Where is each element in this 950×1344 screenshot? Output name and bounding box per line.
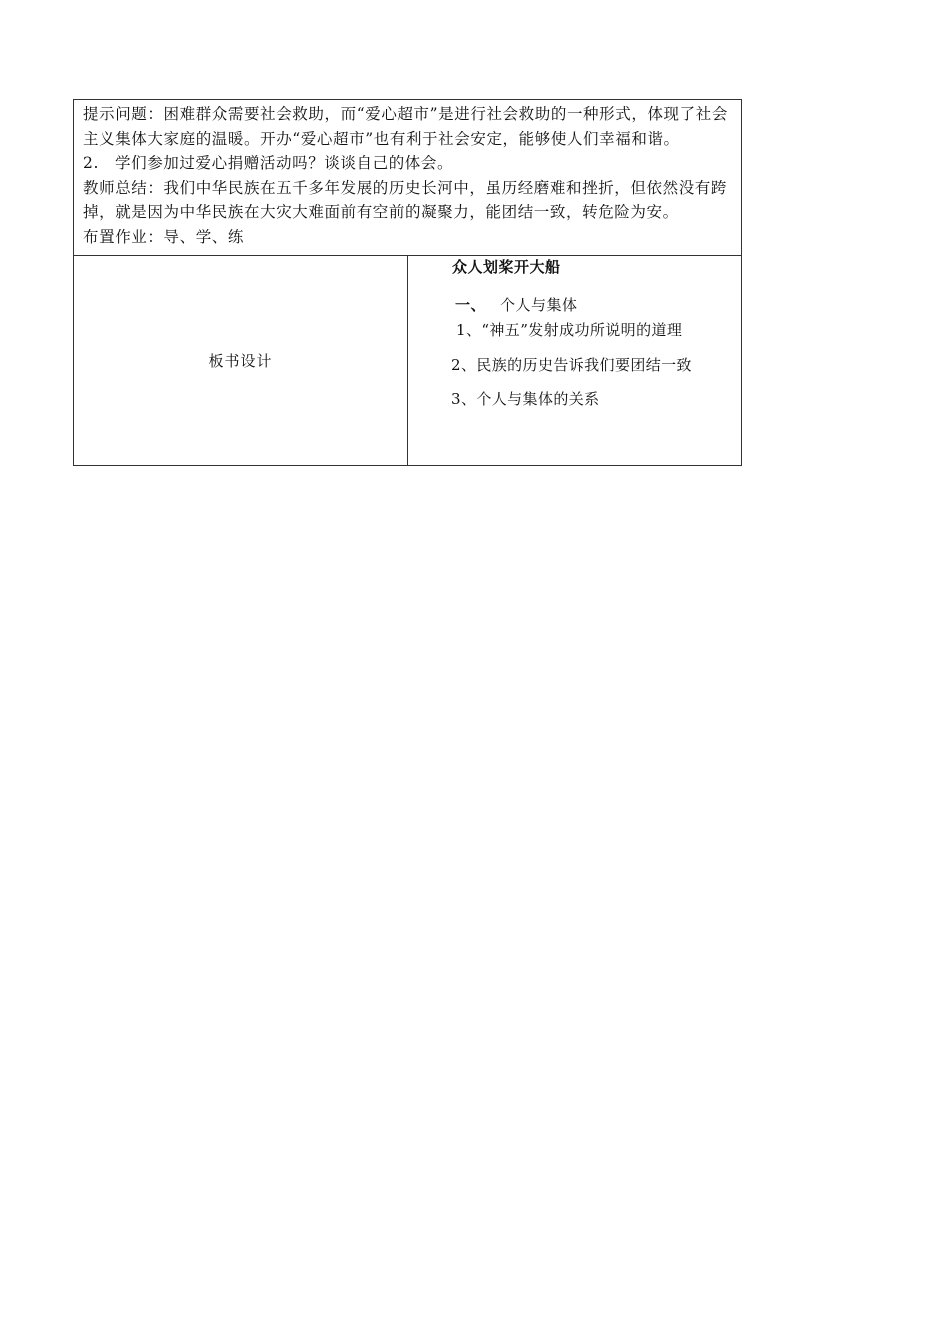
- board-item: 3、个人与集体的关系: [451, 390, 600, 408]
- section-title: 个人与集体: [500, 296, 578, 314]
- board-design-label: 板书设计: [74, 256, 408, 466]
- board-item: 2、民族的历史告诉我们要团结一致: [451, 356, 692, 374]
- hint-paragraph: 提示问题：困难群众需要社会救助，而“爱心超市”是进行社会救助的一种形式，体现了社会主义集体大家庭的温暖。开办“爱心超市”也有利于社会安定，能够使人们幸福和谐。: [83, 105, 728, 148]
- teacher-summary-paragraph: 教师总结：我们中华民族在五千多年发展的历史长河中，虽历经磨难和挫折，但依然没有跨掉，就是因为中华民族在大灾大难面前有空前的凝聚力，能团结一致，转危险为安。: [83, 178, 728, 221]
- lesson-plan-table: [73, 99, 742, 466]
- question-number: 2.: [83, 154, 99, 172]
- homework-paragraph: 布置作业：导、学、练: [83, 227, 245, 246]
- board-design-row: [74, 256, 742, 466]
- lesson-content-cell: [74, 100, 742, 256]
- question-text: 学们参加过爱心捐赠活动吗？谈谈自己的体会。: [115, 154, 454, 172]
- board-title: 众人划桨开大船: [452, 258, 561, 276]
- lesson-content-row: [74, 100, 742, 256]
- section-marker: 一、: [455, 296, 487, 314]
- question-paragraph: [83, 151, 733, 176]
- board-item: 1、“神五”发射成功所说明的道理: [456, 321, 683, 339]
- board-section-heading: [455, 294, 578, 315]
- board-design-content: [408, 256, 742, 466]
